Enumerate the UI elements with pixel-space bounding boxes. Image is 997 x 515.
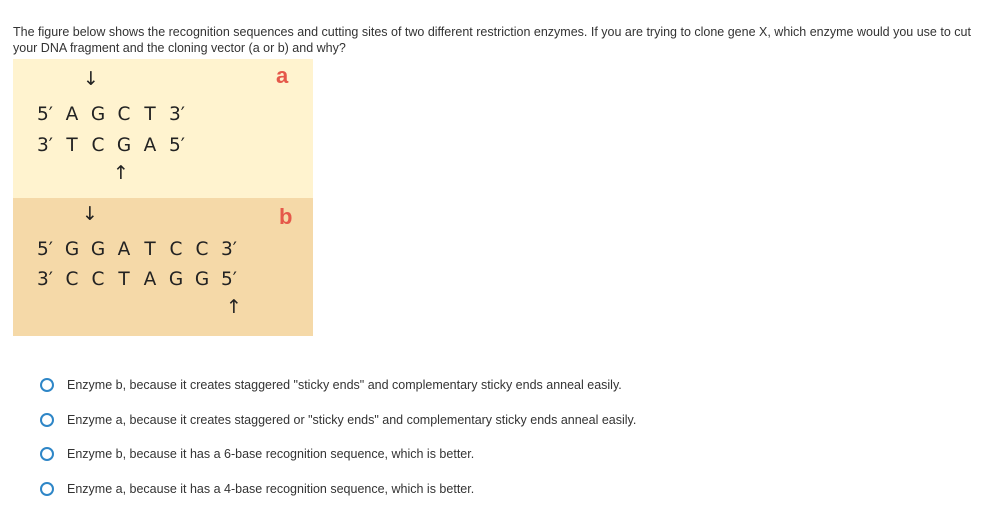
panel-b	[13, 198, 313, 336]
base: A	[65, 104, 79, 125]
base: C	[195, 239, 209, 260]
answer-options	[40, 373, 980, 511]
base: C	[65, 269, 79, 290]
base: T	[144, 104, 156, 125]
base: C	[169, 239, 183, 260]
strand-end: 5′	[221, 269, 237, 290]
radio-button[interactable]	[40, 447, 54, 461]
question-text: The figure below shows the recognition sequences and cutting sites of two different restriction enzymes. If you are trying to clone gene X, which enzyme would you use to cut your DNA fragment and the cloning vector (a or b) and why?	[13, 25, 971, 55]
panel-b-bottom-strand	[31, 268, 243, 292]
base: A	[143, 135, 157, 156]
base: G	[90, 104, 106, 125]
cut-site-down-arrow-icon: ↓	[82, 203, 98, 225]
strand-end: 5′	[169, 135, 185, 156]
panel-a-bottom-strand	[31, 134, 191, 158]
answer-option-label[interactable]: Enzyme a, because it has a 4-base recognition sequence, which is better.	[67, 481, 475, 496]
base: G	[64, 239, 80, 260]
base: C	[117, 104, 131, 125]
radio-button[interactable]	[40, 482, 54, 496]
panel-a-label: a	[276, 63, 289, 88]
base: T	[66, 135, 78, 156]
radio-button[interactable]	[40, 413, 54, 427]
base: A	[117, 239, 131, 260]
answer-option[interactable]	[40, 442, 980, 477]
panel-b-label: b	[279, 204, 293, 229]
base: G	[194, 269, 210, 290]
base: T	[118, 269, 130, 290]
strand-end: 5′	[37, 239, 53, 260]
cut-site-up-arrow-icon: ↑	[113, 162, 129, 184]
base: C	[91, 135, 105, 156]
answer-option[interactable]	[40, 408, 980, 443]
answer-option[interactable]	[40, 373, 980, 408]
cut-site-up-arrow-icon: ↑	[226, 296, 242, 318]
answer-option-label[interactable]: Enzyme a, because it creates staggered or "sticky ends" and complementary sticky ends anneal easily.	[67, 412, 637, 427]
base: G	[116, 135, 132, 156]
strand-end: 3′	[221, 239, 237, 260]
strand-end: 5′	[37, 104, 53, 125]
answer-option-label[interactable]: Enzyme b, because it creates staggered "sticky ends" and complementary sticky ends anneal easily.	[67, 378, 622, 392]
base: G	[90, 239, 106, 260]
base: C	[91, 269, 105, 290]
base: A	[143, 269, 157, 290]
strand-end: 3′	[169, 104, 185, 125]
panel-a	[13, 59, 313, 198]
strand-end: 3′	[37, 269, 53, 290]
panel-b-top-strand	[31, 238, 243, 262]
radio-button[interactable]	[40, 378, 54, 392]
restriction-enzyme-figure	[13, 59, 313, 336]
answer-option-label[interactable]: Enzyme b, because it has a 6-base recognition sequence, which is better.	[67, 447, 475, 461]
strand-end: 3′	[37, 135, 53, 156]
answer-option[interactable]	[40, 477, 980, 512]
cut-site-down-arrow-icon: ↓	[83, 68, 99, 90]
base: G	[168, 269, 184, 290]
panel-a-top-strand	[31, 103, 191, 127]
base: T	[144, 239, 156, 260]
